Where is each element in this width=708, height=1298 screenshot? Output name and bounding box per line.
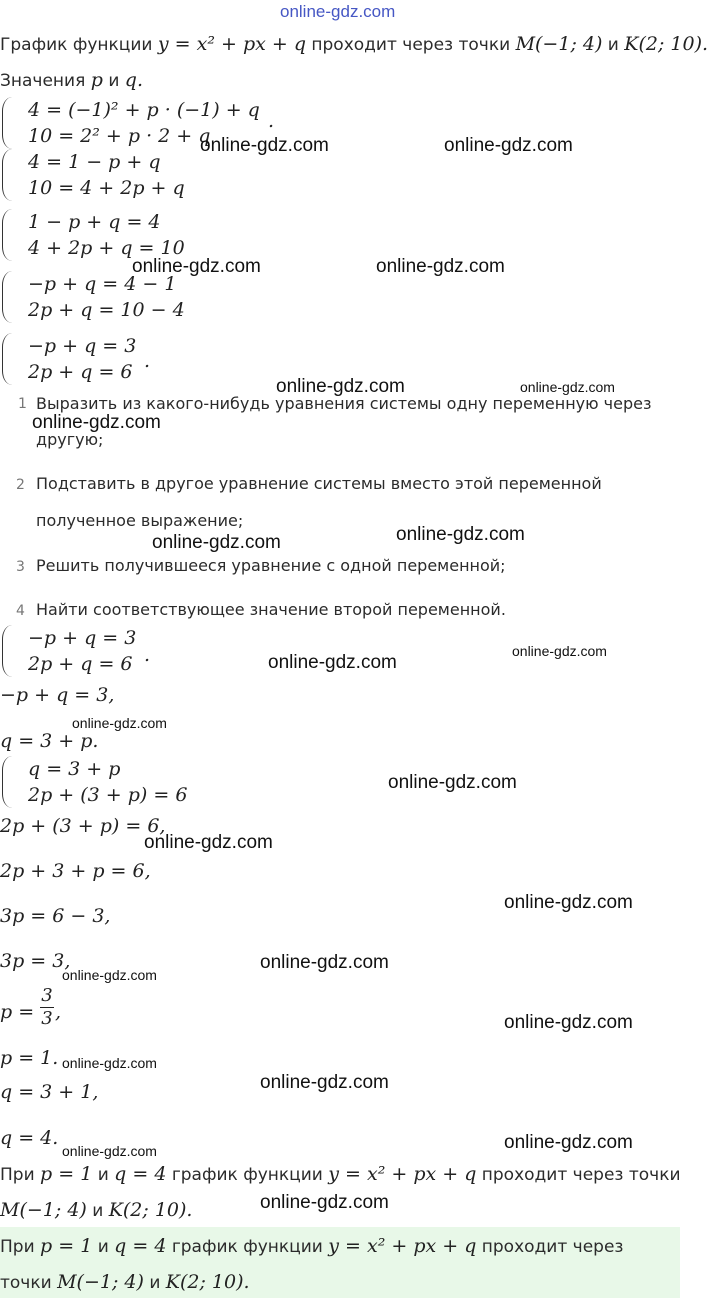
brace: [2, 97, 13, 149]
system-3-row-2: 4 + 2p + q = 10: [28, 237, 185, 259]
answer-line-2: [0, 1271, 250, 1294]
conclusion-mid: график функции: [171, 1165, 323, 1185]
watermark: online-gdz.com: [260, 1192, 389, 1213]
step-2-number: 2: [16, 477, 25, 493]
step-4-number: 4: [16, 603, 25, 619]
step-1-text-line-2: другую;: [36, 430, 104, 449]
brace: [2, 209, 13, 261]
watermark: online-gdz.com: [72, 715, 167, 731]
conclusion-tail: проходит через точки: [481, 1165, 681, 1185]
step-1-text: Выразить из какого-нибудь уравнения системы одну переменную через: [36, 394, 652, 413]
system-2-row-1: 4 = 1 − p + q: [28, 151, 161, 173]
brace: [2, 271, 13, 323]
watermark: online-gdz.com: [504, 1012, 633, 1033]
conclusion-point-m: M(−1; 4): [0, 1199, 87, 1221]
watermark: online-gdz.com: [388, 772, 517, 793]
watermark: online-gdz.com: [512, 643, 607, 659]
brace: [2, 333, 13, 385]
watermark: online-gdz.com: [200, 135, 329, 156]
fraction-denominator: 3: [41, 1008, 53, 1029]
system-4-row-1: −p + q = 4 − 1: [28, 273, 177, 295]
equation-9: q = 3 + 1,: [0, 1081, 99, 1103]
watermark: online-gdz.com: [152, 532, 281, 553]
equation-8: p = 1.: [0, 1047, 59, 1069]
brace: [2, 149, 13, 201]
conclusion-pre: При: [0, 1165, 35, 1185]
conclusion-function: y = x² + px + q: [328, 1163, 477, 1185]
system-5-row-1: −p + q = 3: [28, 335, 137, 357]
system-7-row-1: q = 3 + p: [28, 758, 121, 780]
answer-line-1: [0, 1235, 623, 1258]
answer-tail: проходит через: [481, 1237, 624, 1257]
conclusion-and: и: [97, 1165, 109, 1185]
equation-3: 2p + (3 + p) = 6,: [0, 815, 166, 837]
watermark: online-gdz.com: [268, 652, 397, 673]
watermark: online-gdz.com: [396, 524, 525, 545]
step-2-text: Подставить в другое уравнение системы вместо этой переменной: [36, 474, 602, 493]
equation-6: 3p = 3,: [0, 950, 71, 972]
intro-point-m: M(−1; 4): [515, 33, 603, 55]
watermark: online-gdz.com: [504, 1132, 633, 1153]
conclusion-point-k: K(2; 10).: [108, 1199, 193, 1221]
system-4-row-2: 2p + q = 10 − 4: [28, 299, 185, 321]
answer-and: и: [97, 1237, 109, 1257]
system-2-row-2: 10 = 4 + 2p + q: [28, 177, 185, 199]
watermark: online-gdz.com: [260, 1072, 389, 1093]
system-1-dot: .: [268, 110, 275, 132]
system-3: [2, 209, 252, 261]
answer-q: q = 4: [114, 1235, 167, 1257]
equation-7-lhs: p =: [0, 1001, 35, 1023]
system-7: [2, 756, 222, 808]
system-5-row-2: 2p + q = 6: [28, 361, 133, 383]
system-6-row-2: 2p + q = 6: [28, 653, 133, 675]
intro-and-2: и: [108, 71, 120, 91]
system-1-row-1: 4 = (−1)² + p · (−1) + q: [28, 99, 260, 121]
system-5: [2, 333, 202, 385]
equation-7-tail: ,: [55, 1001, 62, 1023]
answer-point-m: M(−1; 4): [57, 1271, 144, 1293]
intro-and: и: [607, 35, 619, 55]
intro-prefix: График функции: [0, 35, 153, 55]
fraction-numerator: 3: [41, 985, 53, 1006]
brace: [2, 625, 13, 677]
watermark: online-gdz.com: [276, 376, 405, 397]
equation-4: 2p + 3 + p = 6,: [0, 860, 151, 882]
equation-2: q = 3 + p.: [0, 730, 99, 752]
watermark: online-gdz.com: [144, 832, 273, 853]
fraction: [40, 986, 54, 1029]
intro-q: q.: [124, 69, 143, 91]
conclusion-p: p = 1: [40, 1163, 93, 1185]
answer-pre: При: [0, 1237, 35, 1257]
answer-points-word: точки: [0, 1273, 52, 1293]
system-6-row-1: −p + q = 3: [28, 627, 137, 649]
system-7-row-2: 2p + (3 + p) = 6: [28, 784, 188, 806]
watermark: online-gdz.com: [260, 952, 389, 973]
intro-function: y = x² + px + q: [157, 33, 306, 55]
intro-values: Значения: [0, 71, 86, 91]
watermark: online-gdz.com: [62, 1143, 157, 1159]
watermark: online-gdz.com: [376, 256, 505, 277]
equation-5: 3p = 6 − 3,: [0, 905, 111, 927]
answer-mid: график функции: [171, 1237, 323, 1257]
conclusion-line-2: [0, 1199, 192, 1222]
system-3-row-1: 1 − p + q = 4: [28, 211, 161, 233]
watermark: online-gdz.com: [132, 256, 261, 277]
intro-line-1: [0, 33, 708, 56]
step-4-text: Найти соответствующее значение второй переменной.: [36, 600, 506, 619]
conclusion-and-2: и: [92, 1201, 104, 1221]
answer-p: p = 1: [40, 1235, 93, 1257]
answer-box: [0, 1227, 680, 1298]
watermark: online-gdz.com: [62, 1055, 157, 1071]
intro-line-2: [0, 69, 143, 92]
step-1-number: 1: [18, 396, 27, 412]
intro-middle: проходит через точки: [311, 35, 511, 55]
watermark: online-gdz.com: [444, 135, 573, 156]
system-1-row-2: 10 = 2² + p · 2 + q: [28, 125, 211, 147]
conclusion-line-1: [0, 1163, 681, 1186]
step-2-text-line-2: полученное выражение;: [36, 511, 244, 530]
answer-function: y = x² + px + q: [328, 1235, 477, 1257]
answer-and-2: и: [149, 1273, 161, 1293]
intro-point-k: K(2; 10).: [624, 33, 708, 55]
system-5-dot: .: [144, 350, 151, 372]
answer-point-k: K(2; 10).: [165, 1271, 250, 1293]
step-3-text: Решить получившееся уравнение с одной переменной;: [36, 556, 506, 575]
system-6-dot: .: [144, 644, 151, 666]
watermark: online-gdz.com: [62, 967, 157, 983]
step-3-number: 3: [16, 559, 25, 575]
equation-1: −p + q = 3,: [0, 684, 115, 706]
system-6: [2, 625, 202, 677]
system-4: [2, 271, 252, 323]
conclusion-q: q = 4: [114, 1163, 167, 1185]
equation-10: q = 4.: [0, 1127, 59, 1149]
watermark: online-gdz.com: [520, 379, 615, 395]
intro-p: p: [90, 69, 103, 91]
watermark-top[interactable]: online-gdz.com: [280, 2, 396, 21]
watermark: online-gdz.com: [32, 412, 161, 433]
brace: [2, 756, 13, 808]
watermark: online-gdz.com: [504, 892, 633, 913]
